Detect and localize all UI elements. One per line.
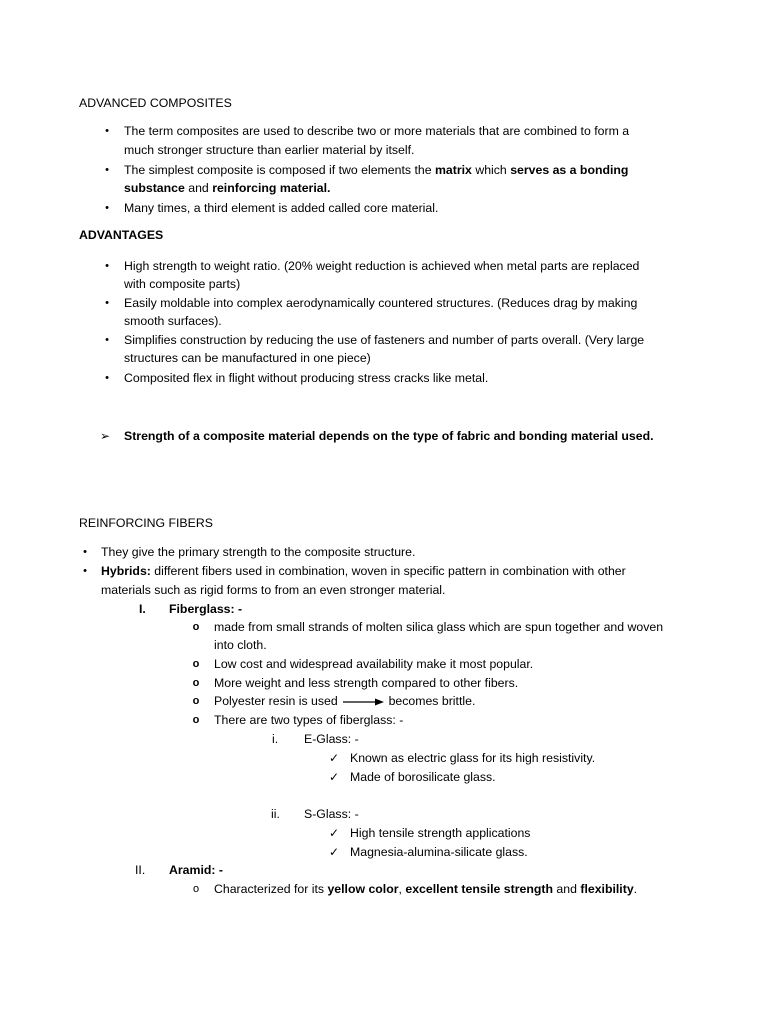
section-title-reinforcing-fibers: REINFORCING FIBERS bbox=[79, 516, 213, 530]
bullet-icon: • bbox=[105, 125, 109, 137]
list-item-cont: much stronger structure than earlier material by itself. bbox=[124, 143, 415, 157]
right-arrow-icon bbox=[341, 697, 385, 707]
hollow-bullet-icon: o bbox=[192, 714, 200, 726]
subheading-aramid: Aramid: - bbox=[169, 863, 223, 877]
roman-numeral: II. bbox=[135, 863, 146, 877]
list-item-cont: with composite parts) bbox=[124, 277, 241, 291]
check-icon: ✓ bbox=[328, 845, 340, 859]
list-item: Magnesia-alumina-silicate glass. bbox=[350, 845, 528, 859]
bullet-icon: • bbox=[105, 297, 109, 309]
hollow-bullet-icon: o bbox=[192, 883, 200, 895]
bullet-icon: • bbox=[105, 164, 109, 176]
bullet-icon: • bbox=[105, 372, 109, 384]
list-item-cont: structures can be manufactured in one piece) bbox=[124, 351, 371, 365]
subheading-fiberglass: Fiberglass: - bbox=[169, 602, 243, 616]
list-item: Composited flex in flight without producing stress cracks like metal. bbox=[124, 371, 489, 385]
list-item-cont: materials such as rigid forms to from an even stronger material. bbox=[101, 583, 446, 597]
list-item-cont: substance and reinforcing material. bbox=[124, 181, 331, 195]
list-item: Simplifies construction by reducing the use of fasteners and number of parts overall. (Very large bbox=[124, 333, 645, 347]
roman-numeral: ii. bbox=[271, 807, 280, 821]
key-note: Strength of a composite material depends on the type of fabric and bonding material used. bbox=[124, 429, 654, 443]
check-icon: ✓ bbox=[328, 826, 340, 840]
arrowhead-bullet-icon: ➢ bbox=[99, 429, 111, 443]
hollow-bullet-icon: o bbox=[192, 695, 200, 707]
bullet-icon: • bbox=[83, 565, 87, 577]
list-item: They give the primary strength to the composite structure. bbox=[101, 545, 416, 559]
subheading-eglass: E-Glass: - bbox=[304, 732, 359, 746]
bullet-icon: • bbox=[105, 260, 109, 272]
roman-numeral: I. bbox=[139, 602, 146, 616]
section-title-advanced-composites: ADVANCED COMPOSITES bbox=[79, 96, 232, 110]
list-item: Hybrids: different fibers used in combination, woven in specific pattern in combination with other bbox=[101, 564, 626, 578]
check-icon: ✓ bbox=[328, 751, 340, 765]
list-item: made from small strands of molten silica glass which are spun together and woven bbox=[214, 620, 664, 634]
bullet-icon: • bbox=[105, 202, 109, 214]
hollow-bullet-icon: o bbox=[192, 621, 200, 633]
list-item: High strength to weight ratio. (20% weight reduction is achieved when metal parts are replaced bbox=[124, 259, 640, 273]
subheading-sglass: S-Glass: - bbox=[304, 807, 359, 821]
list-item: More weight and less strength compared to other fibers. bbox=[214, 676, 519, 690]
roman-numeral: i. bbox=[272, 732, 279, 746]
hollow-bullet-icon: o bbox=[192, 658, 200, 670]
list-item: Many times, a third element is added called core material. bbox=[124, 201, 439, 215]
list-item: Known as electric glass for its high resistivity. bbox=[350, 751, 596, 765]
list-item: High tensile strength applications bbox=[350, 826, 531, 840]
bullet-icon: • bbox=[105, 334, 109, 346]
list-item: Polyester resin is used becomes brittle. bbox=[214, 694, 476, 708]
list-item: Easily moldable into complex aerodynamically countered structures. (Reduces drag by making bbox=[124, 296, 638, 310]
list-item: Made of borosilicate glass. bbox=[350, 770, 496, 784]
list-item: There are two types of fiberglass: - bbox=[214, 713, 404, 727]
list-item: The simplest composite is composed if two elements the matrix which serves as a bonding bbox=[124, 163, 629, 177]
list-item: The term composites are used to describe two or more materials that are combined to form a bbox=[124, 124, 630, 138]
bullet-icon: • bbox=[83, 546, 87, 558]
list-item: Low cost and widespread availability make it most popular. bbox=[214, 657, 534, 671]
list-item-cont: smooth surfaces). bbox=[124, 314, 222, 328]
list-item: Characterized for its yellow color, excellent tensile strength and flexibility. bbox=[214, 882, 638, 896]
hollow-bullet-icon: o bbox=[192, 677, 200, 689]
check-icon: ✓ bbox=[328, 770, 340, 784]
list-item-cont: into cloth. bbox=[214, 638, 267, 652]
section-title-advantages: ADVANTAGES bbox=[79, 228, 164, 242]
